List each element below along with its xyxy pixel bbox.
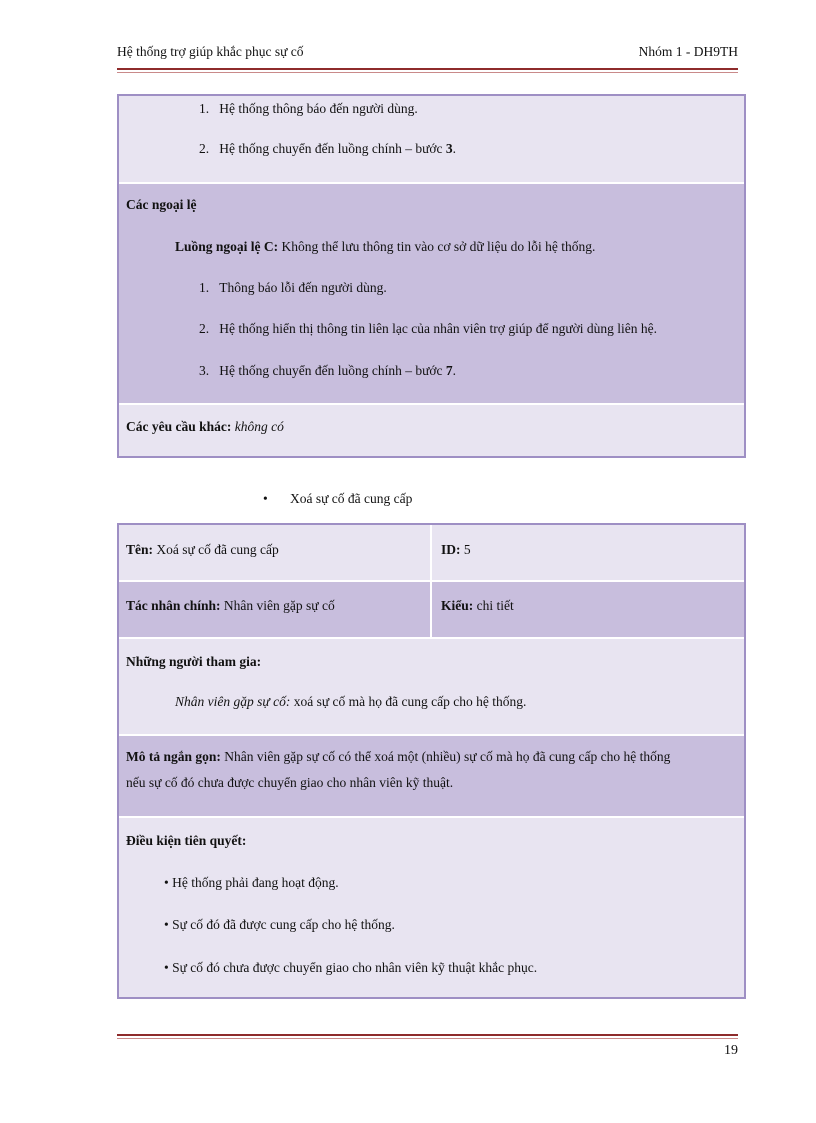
exceptions-row	[119, 182, 744, 403]
preconditions-row	[119, 816, 744, 997]
primary-actor: Tác nhân chính: Nhân viên gặp sự cố	[126, 598, 335, 613]
brief-description-row	[119, 734, 744, 816]
exceptions-label: Các ngoại lệ	[126, 197, 197, 212]
participants-label: Những người tham gia:	[126, 654, 262, 669]
step-2: 2. Hệ thống chuyển đến luồng chính – bước 3.	[199, 141, 457, 156]
other-requirements-row	[119, 403, 744, 456]
usecase-name: Tên: Xoá sự cố đã cung cấp	[126, 542, 279, 557]
precondition-item: • Sự cố đó đã được cung cấp cho hệ thống.	[164, 917, 395, 932]
other-requirements: Các yêu cầu khác: không có	[126, 419, 284, 434]
page-number: 19	[724, 1043, 738, 1058]
precondition-item: • Sự cố đó chưa được chuyển giao cho nhân viên kỹ thuật khắc phục.	[164, 960, 538, 975]
exception-step-1: 1. Thông báo lỗi đến người dùng.	[199, 280, 387, 295]
exception-flow-c: Luồng ngoại lệ C: Không thể lưu thông tin vào cơ sở dữ liệu do lỗi hệ thống.	[175, 239, 596, 254]
header-rule	[117, 68, 738, 70]
step-1: 1. Hệ thống thông báo đến người dùng.	[199, 101, 418, 116]
alt-flow-steps-row	[119, 96, 744, 182]
group-name: Nhóm 1 - DH9TH	[638, 44, 738, 59]
precondition-item: • Hệ thống phải đang hoạt động.	[164, 875, 339, 890]
section-title: Xoá sự cố đã cung cấp	[290, 491, 413, 506]
brief-description-line-2: nếu sự cố đó chưa được chuyển giao cho nhân viên kỹ thuật.	[126, 775, 454, 790]
participants-row	[119, 637, 744, 734]
footer-rule-thin	[117, 1038, 738, 1039]
usecase-table	[117, 523, 746, 999]
usecase-type: Kiểu: chi tiết	[441, 598, 514, 613]
exception-step-3: 3. Hệ thống chuyển đến luồng chính – bước 7.	[199, 363, 457, 378]
participant-entry: Nhân viên gặp sự cố: xoá sự cố mà họ đã cung cấp cho hệ thống.	[175, 694, 527, 709]
usecase-continuation-table	[117, 94, 746, 458]
brief-description-line-1: Mô tả ngắn gọn: Nhân viên gặp sự cố có thể xoá một (nhiều) sự cố mà họ đã cung cấp cho hệ thống	[126, 749, 671, 764]
page-header	[117, 44, 738, 62]
usecase-id: ID: 5	[441, 542, 471, 557]
document-title: Hệ thống trợ giúp khắc phục sự cố	[117, 44, 304, 59]
name-id-row	[119, 525, 744, 580]
section-bullet: •	[263, 491, 268, 506]
exception-step-2: 2. Hệ thống hiển thị thông tin liên lạc của nhân viên trợ giúp để người dùng liên hệ.	[199, 321, 658, 336]
preconditions-label: Điều kiện tiên quyết:	[126, 833, 247, 848]
actor-type-row	[119, 580, 744, 637]
footer-rule	[117, 1034, 738, 1036]
header-rule-thin	[117, 72, 738, 73]
